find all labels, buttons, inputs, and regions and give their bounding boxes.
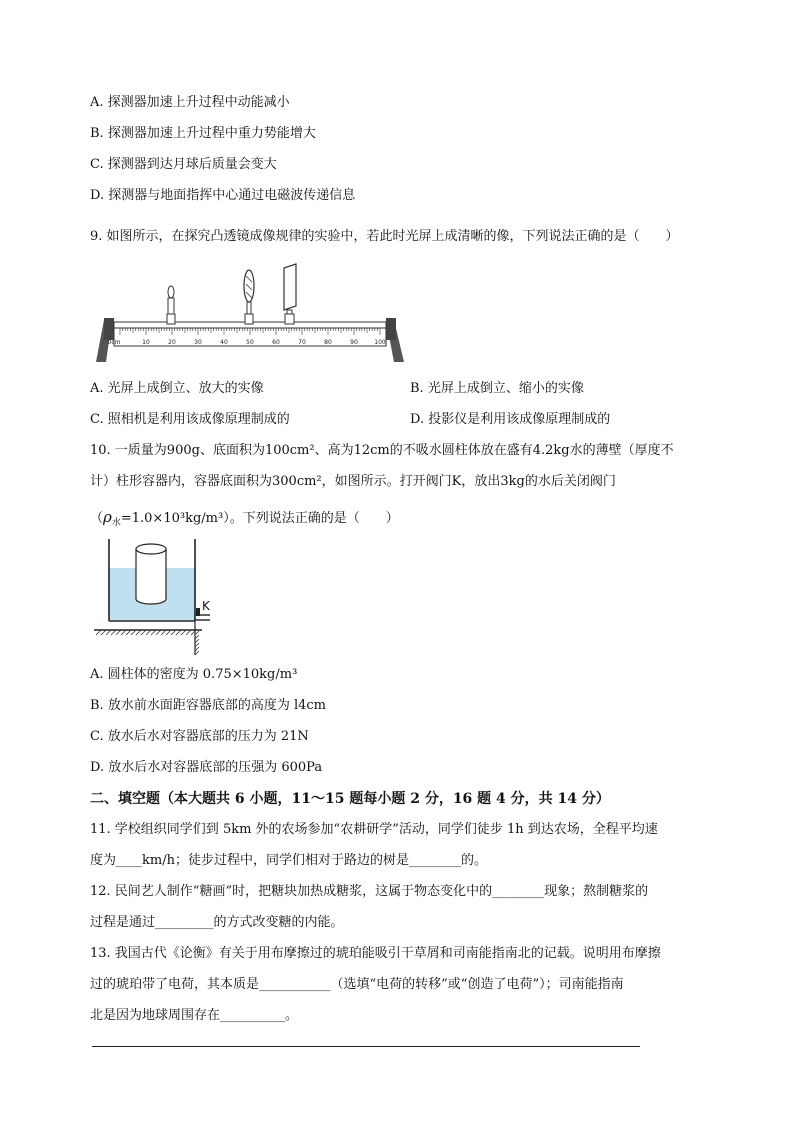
- q11-line2: 度为____km/h；徒步过程中，同学们相对于路边的树是________的。: [90, 853, 487, 868]
- ruler-label: 40: [220, 339, 228, 346]
- bench-left-end: [104, 318, 114, 340]
- hatch-line: [166, 630, 171, 635]
- hatch-line: [106, 630, 111, 635]
- ruler-label: 70: [298, 339, 306, 346]
- post-hatch: [195, 631, 199, 655]
- hatch-line: [146, 630, 151, 635]
- convex-lens: [244, 270, 254, 324]
- q10-stem-line1: 10. 一质量为900g、底面积为100cm²、高为12cm的不吸水圆柱体放在盛有4.2kg水的薄壁（厚度不: [90, 443, 674, 458]
- container-figure: [90, 535, 220, 660]
- q10-paren-open: （: [90, 511, 104, 526]
- hatch-line: [181, 630, 186, 635]
- candle: [167, 286, 175, 324]
- hatch-line: [195, 647, 199, 651]
- valve-label: K: [202, 599, 210, 613]
- q9-option-b: B. 光屏上成倒立、缩小的实像: [410, 381, 584, 396]
- bench-right-end: [386, 318, 396, 340]
- hatch-line: [151, 630, 156, 635]
- hatch-line: [176, 630, 181, 635]
- hatch-line: [121, 630, 126, 635]
- q10-stem-line3: [90, 508, 399, 532]
- ruler-label: 80: [324, 339, 332, 346]
- q12-line2: 过程是通过_________的方式改变糖的内能。: [90, 915, 344, 930]
- q10-stem-line3-text: =1.0×10³kg/m³）。下列说法正确的是（ ）: [120, 511, 399, 526]
- hatch-line: [171, 630, 176, 635]
- ruler-label: 50: [246, 339, 254, 346]
- hatch-line: [195, 635, 199, 639]
- hatch-line: [101, 630, 106, 635]
- hatch-line: [136, 630, 141, 635]
- rho-subscript: 水: [111, 518, 121, 528]
- q8-option-a: A. 探测器加速上升过程中动能减小: [90, 95, 290, 110]
- hatch-line: [195, 651, 199, 655]
- hatch-line: [141, 630, 146, 635]
- rho-symbol: ρ: [103, 508, 112, 526]
- q13-line3: 北是因为地球周围存在__________。: [90, 1008, 299, 1023]
- hatch-line: [96, 630, 101, 635]
- hatch-line: [111, 630, 116, 635]
- footer-rule: [92, 1046, 640, 1047]
- q10-option-b: B. 放水前水面距容器底部的高度为 l4cm: [90, 698, 326, 713]
- hatch-line: [131, 630, 136, 635]
- hatch-line: [156, 630, 161, 635]
- light-screen: [284, 264, 296, 324]
- q13-line1: 13. 我国古代《论衡》有关于用布摩擦过的琥珀能吸引干草屑和司南能指南北的记载。说明用布摩擦: [90, 946, 661, 961]
- hatch-line: [161, 630, 166, 635]
- ruler-label: 60: [272, 339, 280, 346]
- q11-line1: 11. 学校组织同学们到 5km 外的农场参加“农耕研学”活动，同学们徒步 1h 到达农场，全程平均速: [90, 822, 658, 837]
- hatch-line: [116, 630, 121, 635]
- q10-option-c: C. 放水后水对容器底部的压力为 21N: [90, 729, 309, 744]
- q8-option-b: B. 探测器加速上升过程中重力势能增大: [90, 126, 316, 141]
- ruler-label: 10: [142, 339, 150, 346]
- q10-option-a: A. 圆柱体的密度为 0.75×10kg/m³: [90, 667, 298, 682]
- q12-line1: 12. 民间艺人制作“糖画”时，把糖块加热成糖浆，这属于物态变化中的________现象；熬制糖浆的: [90, 884, 649, 899]
- q10-option-d: D. 放水后水对容器底部的压强为 600Pa: [90, 760, 323, 775]
- ruler-label: 90: [350, 339, 358, 346]
- q9-option-a: A. 光屏上成倒立、放大的实像: [90, 381, 264, 396]
- hatch-line: [126, 630, 131, 635]
- ruler-label: 20: [168, 339, 176, 346]
- ruler-label: 0cm: [107, 339, 121, 346]
- q9-option-c: C. 照相机是利用该成像原理制成的: [90, 412, 290, 427]
- q8-option-d: D. 探测器与地面指挥中心通过电磁波传递信息: [90, 188, 356, 203]
- q9-stem: 9. 如图所示，在探究凸透镜成像规律的实验中，若此时光屏上成清晰的像，下列说法正确的是（ ）: [90, 229, 679, 244]
- hatch-line: [195, 631, 199, 635]
- ruler-label: 30: [194, 339, 202, 346]
- q8-option-c: C. 探测器到达月球后质量会变大: [90, 157, 277, 172]
- q9-option-d: D. 投影仪是利用该成像原理制成的: [410, 412, 611, 427]
- hatch-line: [186, 630, 191, 635]
- ruler-label: 100: [374, 339, 386, 346]
- hatch-line: [195, 639, 199, 643]
- hatch-line: [195, 643, 199, 647]
- cylinder: [136, 544, 166, 604]
- optical-bench-figure: [90, 258, 410, 368]
- ground-hatch: [96, 630, 196, 635]
- section-2-title: 二、填空题（本大题共 6 小题，11～15 题每小题 2 分，16 题 4 分，共 14 分）: [90, 791, 610, 807]
- q13-line2: 过的琥珀带了电荷，其本质是___________（选填“电荷的转移”或“创造了电荷”）；司南能指南: [90, 977, 624, 992]
- q10-stem-line2: 计）柱形容器内，容器底面积为300cm²，如图所示。打开阀门K，放出3kg的水后关闭阀门: [90, 474, 616, 489]
